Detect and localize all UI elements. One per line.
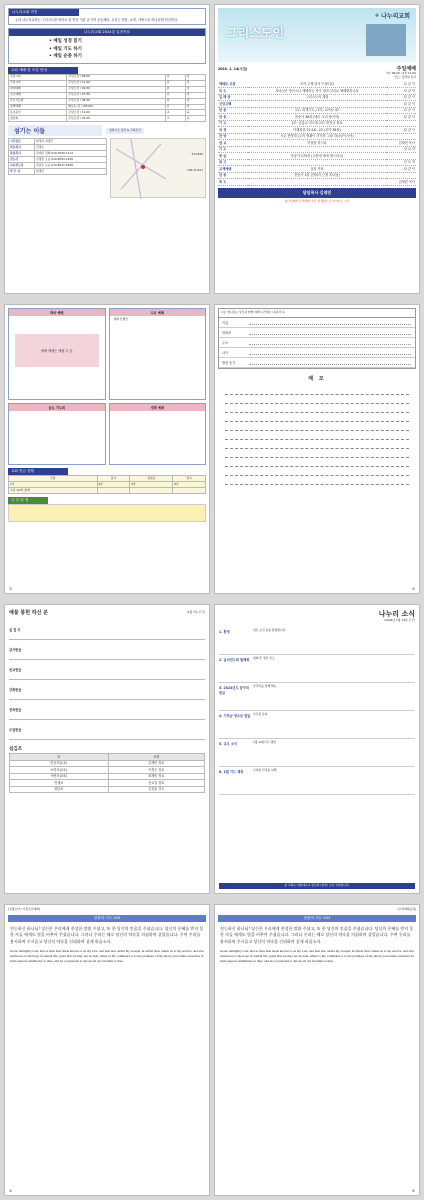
serve-group: 믿음조(1조) (10, 760, 109, 767)
vision-item: • 매일 순종 하기 (49, 54, 82, 60)
prayer-title: 말씀의 기도 203 (8, 915, 206, 922)
news-item-text: 예배 후 정한 장소 (253, 655, 275, 660)
church-name: 나누리교회 (381, 13, 410, 20)
offering-category-row (9, 640, 205, 660)
order-content: 모여 주께 감사 드립니다 (300, 82, 334, 87)
schedule-row (9, 116, 206, 122)
news-item-text: 1월 14일(주) 생일 (253, 739, 276, 744)
church-building-icon (366, 24, 406, 56)
form-input[interactable] (249, 329, 411, 335)
page-2-right (214, 304, 420, 594)
order-label: 예배로 초청 (219, 82, 236, 87)
form-row (219, 318, 415, 328)
order-by: 다 같 이 (403, 166, 415, 171)
staff-title: 섬기는 이들 (8, 125, 102, 136)
serve-col: 조 (10, 754, 109, 761)
staff-name: 김재민 전화 010-3599-7114 (35, 151, 107, 157)
prayer-title: 말씀의 기도 203 (218, 915, 416, 922)
form-row (219, 358, 415, 368)
schedule-cell: 주일 2부 (9, 80, 67, 86)
form-label: 방문 동기 (222, 360, 236, 365)
news-item-text: 사무실 문의 (253, 711, 268, 716)
schedule-cell: 주일오전 / 11:00 (67, 80, 165, 86)
offering-cell: 2부 (97, 481, 130, 487)
schedule-cell: 당 (185, 92, 205, 98)
staff-role: 교육전도사 (9, 163, 35, 169)
news-item-text: 새로 오신 분을 환영합니다 (253, 627, 286, 632)
memo-box (225, 375, 409, 485)
offering-cell: 1부 (9, 481, 98, 487)
offering-cell: 6부 (173, 481, 206, 487)
news-item (219, 767, 415, 795)
news-item-text: 나라와 민족을 위해 (253, 767, 277, 772)
serve-group: 소망조(2조) (10, 767, 109, 774)
serve-group: 사랑조(3조) (10, 773, 109, 780)
order-by: 김재민 목사 (398, 140, 415, 145)
news-item (219, 627, 415, 655)
banner-title: 그리스도인 (226, 26, 284, 40)
serve-leader: 이경수 장로 (108, 767, 204, 774)
form-label: 주소 (222, 340, 229, 345)
schedule-cell: 당 (185, 80, 205, 86)
staff-role: 전도사 (9, 157, 35, 163)
form-input[interactable] (249, 349, 411, 355)
offering-box (8, 468, 206, 494)
form-row (219, 338, 415, 348)
order-by: 설 교 자 (403, 147, 415, 152)
offering-category-row (9, 720, 205, 740)
order-label: 헌 금 (219, 153, 227, 158)
theme-message: 예배 예배는 예렘 두 송 (15, 334, 99, 367)
news-title: 나누리 소식 (378, 610, 415, 618)
schedule-cell: 유초등부 (9, 110, 67, 116)
page-1-right (214, 4, 420, 294)
offering-category-label: 선교헌금 (9, 668, 22, 672)
order-by: 다 같 이 (403, 127, 415, 132)
prayer-korean: 전능하신 하나님! 당신은 우리에게 풍성한 말씀 주셨고, 또 한 당신의 믿음을 주셨습니다. 당신의 은혜를 받지 못한 자들 에게도 빛을 비추어 주셨습니다. 그러나 우리는 때로 당신의 약속을 의심하며 살았습니다. 주여 우리를 용서하여 주시옵고 당신의 약속을 신뢰하며 살게 하옵소서. (220, 925, 414, 944)
page-number: ② (9, 587, 13, 591)
form-row (219, 328, 415, 338)
offering-category-label: 건축헌금 (9, 688, 22, 692)
form-input[interactable] (249, 319, 411, 325)
serve-leader: 김경훈 전도 (108, 786, 204, 793)
order-content: 찬송가 1장 (만복의 근원 하나님) (294, 173, 340, 178)
news-item-title: 1. 환영 (219, 629, 230, 634)
order-by: 인 도 자 (403, 160, 415, 165)
memo-title: 메 모 (308, 375, 326, 382)
schedule-cell: 본 (165, 92, 185, 98)
staff-table (8, 138, 107, 175)
schedule-cell: 주일오전 / 08:30 (67, 98, 165, 104)
order-label: 성 경 (219, 127, 227, 132)
order-content: 약점을 하시다 (307, 140, 327, 145)
staff-role: 시무장로 (9, 139, 35, 145)
schedule-cell: 당 (185, 86, 205, 92)
service-leader: 인도: 김상현 목사 (394, 74, 416, 79)
staff-name: 하경민 (35, 169, 107, 175)
offering-category-row (9, 680, 205, 700)
order-label: 묵 도 (219, 88, 227, 93)
schedule-cell: 당 (185, 74, 205, 80)
news-item-title: 2. 남녀전도회 월례회 (219, 657, 250, 662)
form-label: 연락처 (222, 330, 232, 335)
church-logo-icon: ✚ (374, 12, 380, 19)
news-item (219, 739, 415, 767)
order-content (248, 179, 386, 186)
order-by: 다 같 이 (403, 108, 415, 113)
staff-name: 변경자 최경민 (35, 139, 107, 145)
serve-leader: 최재민 장로 (108, 773, 204, 780)
page-number: ③ (411, 587, 415, 591)
footer-note: 하나님께서 우리에게 주신 새 생명으로 이어가는 시간 (284, 198, 350, 203)
order-label: 기 도 (219, 147, 227, 152)
page-4-right (214, 904, 420, 1196)
offering-col: 선교 (173, 476, 206, 482)
weekly-schedule-box (8, 497, 206, 522)
service-time: 1부 09:00 / 2부 11:00 (386, 71, 416, 75)
offering-category-label: 십 일 조 (9, 628, 21, 632)
form-input[interactable] (249, 359, 411, 365)
map-label: 100,31,817 (186, 168, 203, 173)
prayer-korean: 전능하신 하나님! 당신은 우리에게 풍성한 말씀 주셨고, 또 한 당신의 믿음을 주셨습니다. 당신의 은혜를 받지 못한 자들 에게도 빛을 비추어 주셨습니다. 그러나 우리는 때로 당신의 약속을 의심하며 살았습니다. 주여 우리를 용서하여 주시옵고 당신의 약속을 신뢰하며 살게 하옵소서. (10, 925, 204, 944)
schedule-cell: 주일오전 / 02:00 (67, 86, 165, 92)
order-of-service (218, 82, 416, 186)
offering-col: 십일조 (130, 476, 173, 482)
order-label: 찬 송 (219, 173, 227, 178)
schedule-cell: 교 (165, 116, 185, 122)
staff-role: 담임목사 (9, 151, 35, 157)
schedule-cell: 당 (185, 98, 205, 104)
news-list (219, 627, 415, 795)
intro-title: 나누리교회 비전 (9, 9, 79, 16)
footer-banner (218, 188, 416, 198)
registration-form (218, 308, 416, 369)
offering-list-date: (1월 7일 주간) (186, 609, 205, 614)
service-date: 2024. 1. 14(주일) (218, 67, 248, 71)
serve-leader: 김재민 장로 (108, 760, 204, 767)
schedule-cell: 육 (185, 110, 205, 116)
page-4-left (4, 904, 210, 1196)
prayer-english: Grant, Almighty God, that as thou hast made known to us thy Law, and hast also added thy Gospel, in which thou callest us to thy service, and also invitest us to the hope of eternal life, grant that we may not be deaf, either to thy command or to the promises of thy mercy, but render ourselves in both respects submissive to thee, and be so prepared to devote all our faculties to thee. (10, 948, 204, 963)
offering-category-label: 전속헌금 (9, 708, 22, 712)
offering-cell (173, 487, 206, 493)
schedule-cell: 본 (165, 74, 185, 80)
order-content: 그리스도의 계절 (305, 95, 329, 100)
schedule-cell: 주일오전 / 01:00 (67, 116, 165, 122)
offering-category-row (9, 700, 205, 720)
form-header: 나는 합니다는 당신과 함께 예배 드리세요 (등록카드) (219, 309, 415, 318)
order-label: 입 례 송 (219, 95, 231, 100)
wed-worship-title: 수요 예배 (110, 309, 206, 316)
offering-list-title: 예물 봉헌 하신 분 (9, 610, 49, 616)
page-number: ④ (9, 1189, 13, 1193)
form-label: 나이 (222, 350, 229, 355)
form-row (219, 348, 415, 358)
schedule-cell: 새벽예배 (9, 104, 67, 110)
banner (218, 8, 416, 62)
news-item-title: 3. 2024년도 꿈꾸미 헌금 (219, 685, 249, 695)
offering-cell (97, 487, 130, 493)
offering-header: 교회 헌금 현황 (8, 468, 68, 475)
order-content: 하나님은 영이시니 예배하는 자가 영과 진리로 예배할지니라 (275, 88, 359, 93)
order-by: 다 같 이 (403, 101, 415, 106)
order-content: 1부: 회개기도 / 2부: 교독문 47 (294, 108, 340, 113)
staff-subtitle: 청빙으로 섬김 & 교회조직 (106, 128, 144, 134)
vision-header: 나누리교회 2024년 실천목표 (9, 29, 205, 36)
dawn-worship-title: 새벽 예배 (110, 404, 206, 411)
order-by: 다 같 이 (403, 88, 415, 93)
order-row (218, 179, 416, 186)
schedule-cell: 대대예배 (9, 86, 67, 92)
news-footer: 본 교회는 대한예수교 장로회 (통합) 소속 교회입니다. (219, 883, 415, 889)
schedule-cell: 주일오전 / 11:00 (67, 110, 165, 116)
staff-name: 김경훈 오순 010-6583-1200 (35, 157, 107, 163)
schedule-cell: 육 (185, 116, 205, 122)
schedule-header: 교회 예배 및 모임 안내 (8, 67, 78, 74)
order-label: 신앙고백 (219, 101, 232, 106)
theme-worship-title: 테마 예배 (9, 309, 105, 316)
vision-box (8, 28, 206, 63)
intro-box (8, 8, 206, 25)
theme-worship-box (8, 308, 106, 400)
page-number: ⑤ (411, 1189, 415, 1193)
schedule-cell: 금요기도회 (9, 98, 67, 104)
offering-cell: 주일 1/2부 합계 (9, 487, 98, 493)
order-by: 다 같 이 (403, 95, 415, 100)
staff-role: 반 주 자 (9, 169, 35, 175)
offering-cell (130, 487, 173, 493)
offering-col: 주일 (9, 476, 98, 482)
form-label: 이름 (222, 320, 229, 325)
schedule-cell: 수요예배 (9, 92, 67, 98)
p4-left-header: [성경요약 / 가정주간예배] (8, 907, 40, 911)
order-by: 김재민 목사 (398, 179, 415, 184)
footer-pastor: 담임목사 김재민 (302, 189, 332, 195)
page-3-left (4, 604, 210, 894)
order-label: 교제예배 (219, 166, 232, 171)
p4-right-header: [구역예배공과] (397, 907, 416, 911)
order-label: 설 교 (219, 140, 227, 145)
offering-col: 감사 (97, 476, 130, 482)
news-date: (2024년 1월 14일 주간) (384, 618, 415, 622)
staff-name: 김경수 (35, 145, 107, 151)
order-content: 찬송가 272장 (고통에 멍에 벗으려고) (290, 153, 344, 158)
order-label: 찬 송 (219, 114, 227, 119)
order-label: 기 도 (219, 121, 227, 126)
offering-category-row (9, 660, 205, 680)
news-item (219, 655, 415, 683)
page-3-right (214, 604, 420, 894)
order-by: 다 같 이 (403, 82, 415, 87)
map-label: 314,630 (191, 152, 203, 157)
order-content: 찬송가 38장 (예수 우리 왕이여) (294, 114, 340, 119)
offering-table (8, 475, 206, 494)
schedule-cell: 본 (165, 104, 185, 110)
offering-category-label: 주일헌금 (9, 728, 22, 732)
service-title: 주일예배 (396, 66, 416, 72)
offering-categories (9, 620, 205, 740)
order-label: 찬 송 (219, 108, 227, 113)
intro-text: 우리 나누리교회는 그리스도를 머리로 한 믿음 이룬 유기적 공동체다. 우리는 믿음, 소망, 사랑으로 하나님께 헌신한다. (15, 18, 178, 22)
page-1-left (4, 4, 210, 294)
news-item (219, 711, 415, 739)
map-icon (111, 139, 171, 199)
schedule-cell: 당 (185, 104, 205, 110)
schedule-cell: 본 (165, 86, 185, 92)
schedule-cell: 주일오전 / 07:30 (67, 92, 165, 98)
order-label: 광 고 (219, 160, 227, 165)
church-map (110, 138, 206, 198)
offering-cell: 4부 (130, 481, 173, 487)
news-item-title: 6. 1월 기도 제목 (219, 769, 244, 774)
page-2-left (4, 304, 210, 594)
vision-item: • 매일 성경 읽기 (49, 39, 82, 45)
vision-item: • 매일 기도 하기 (49, 46, 82, 52)
wed-worship-sub: 예배 진행안 (113, 317, 128, 321)
serve-col: 조장 (108, 754, 204, 761)
offering-category-label: 감사헌금 (9, 648, 22, 652)
weekly-schedule-header: 주 간 일 정 (8, 497, 48, 504)
offering-category-row (9, 620, 205, 640)
serve-title: 섬김조 (9, 747, 23, 752)
schedule-cell: 화요1~금~(05:00) (67, 104, 165, 110)
order-label: 찬 양 (219, 134, 227, 139)
staff-box (8, 125, 206, 198)
order-label: 축 도 (219, 179, 227, 184)
schedule-cell: 본 (165, 80, 185, 86)
schedule-cell: 본 (165, 98, 185, 104)
news-item-title: 5. 교우 소식 (219, 741, 237, 746)
order-content: 이해복음 22:18 - 22 (신약 38장) (293, 127, 341, 132)
schedule-table (8, 74, 206, 123)
dawn-worship-box (109, 403, 207, 465)
news-item (219, 683, 415, 711)
schedule-cell: 교 (165, 110, 185, 116)
order-content: 실천 목표 (310, 166, 324, 171)
wed-worship-box (109, 308, 207, 400)
news-item-title: 4. 기부금 영수증 발급 (219, 713, 251, 718)
serve-table (9, 753, 205, 793)
staff-name: 조장수 오순 010-8547-9789 (35, 163, 107, 169)
serve-group: 청년조 (10, 786, 109, 793)
news-item-text: 꿈꾸미를 함께 해요 (253, 683, 277, 688)
order-content: 1부: 중흥교 전도팀 2부: 변창규 장로 (291, 121, 343, 126)
fri-prayer-title: 금요 기도회 (9, 404, 105, 411)
fri-prayer-box (8, 403, 106, 465)
prayer-english: Grant, Almighty God, that as thou hast made known to us thy Law, and hast also added thy Gospel, in which thou callest us to thy service, and also invitest us to the hope of eternal life, grant that we may not be deaf, either to thy command or to the promises of thy mercy, but render ourselves in both respects submissive to thee, and be so prepared to devote all our faculties to thee. (220, 948, 414, 963)
schedule-cell: 주일오전 / 09:00 (67, 74, 165, 80)
schedule-box (8, 67, 206, 123)
schedule-cell: 주일 1부 (9, 74, 67, 80)
schedule-cell: 청년회 (9, 116, 67, 122)
staff-role: 원로목사 (9, 145, 35, 151)
form-input[interactable] (249, 339, 411, 345)
serve-row (10, 786, 205, 793)
order-by: 다 같 이 (403, 114, 415, 119)
order-content: 시온 찬양대 (주의 영광이 가득한 그날 하나님이시여) (280, 134, 354, 139)
serve-leader: 전요일 장로 (108, 780, 204, 787)
staff-row (9, 169, 107, 175)
serve-group: 만세조 (10, 780, 109, 787)
serve-group-box (9, 746, 205, 793)
